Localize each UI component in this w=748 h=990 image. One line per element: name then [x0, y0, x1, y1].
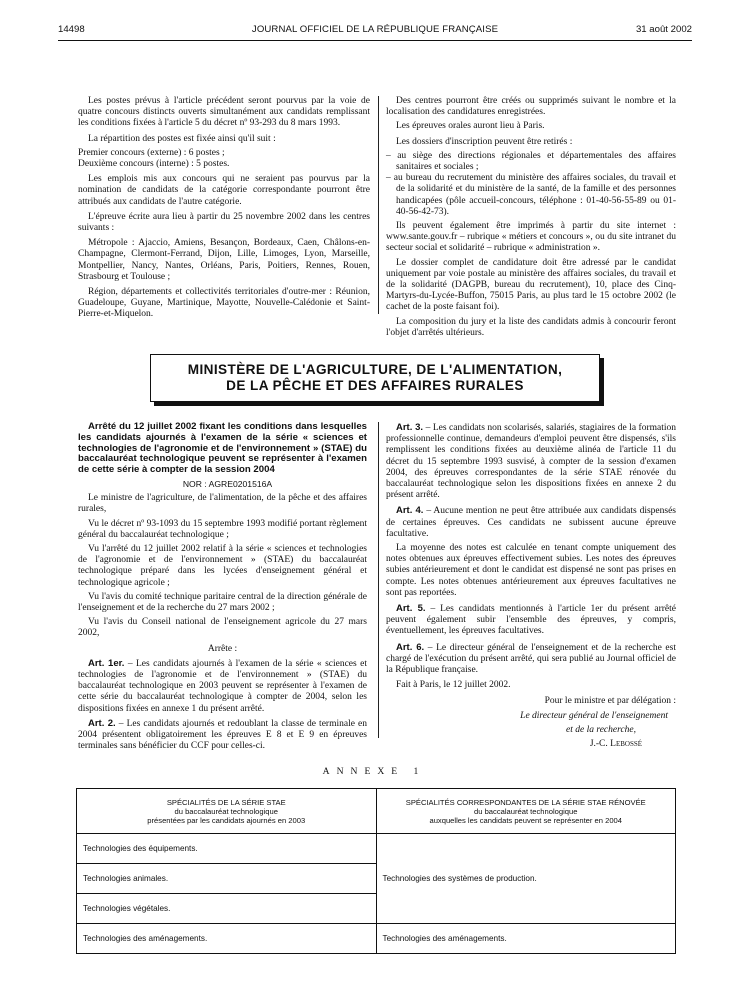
table-cell: Technologies animales.	[77, 864, 377, 894]
paragraph: Premier concours (externe) : 6 postes ;	[78, 147, 225, 158]
table-header-row	[77, 789, 676, 834]
header-line: du baccalauréat technologique	[474, 806, 578, 816]
paragraph: Ils peuvent également être imprimés à partir du site internet : www.sante.gouv.fr – rubrique « métiers et concours », ou du site intranet du secteur social et solidarité – rubrique « administration ».	[386, 221, 676, 254]
article-text: – Les candidats mentionnés à l'article 1er du présent arrêté peuvent également subir l'ensemble des épreuves, y compris, éventuellement, les épreuves facultatives.	[386, 604, 676, 637]
list-item: – au bureau du recrutement du ministère des affaires sociales, du travail et de la solidarité et du ministère de la santé, de la famille et des personnes handicapées (pôle accueil-concours, téléphone : 01-40-56-55-89 ou 01-40-56-42-73).	[386, 173, 676, 217]
paragraph: Vu l'arrêté du 12 juillet 2002 relatif à la série « sciences et technologies de l'agronomie et de l'environnement » (STAE) du baccalauréat technologique préparé dans les lycées d'enseignement général et technologique agricole ;	[78, 544, 367, 588]
top-right-column	[386, 96, 676, 342]
article-text: – Les candidats ajournés et redoublant la classe de terminale en 2004 présentent obligatoirement les épreuves E 8 et E 9 en épreuves terminales sans bénéficier du CCF pour celles-ci.	[78, 718, 367, 752]
paragraph: Vu l'avis du Conseil national de l'enseignement agricole du 27 mars 2002,	[78, 617, 367, 639]
paragraph: Les emplois mis aux concours qui ne seraient pas pourvus par la nomination de candidats de la catégorie correspondante pourront être attribués aux candidats de l'autre catégorie.	[78, 174, 370, 207]
column-divider-bottom	[378, 422, 379, 738]
article-text: – Les candidats ajournés à l'examen de la série « sciences et technologies de l'agronomie et de l'environnement » (STAE) du baccalauréat technologique en 2003 peuvent se représenter à l'examen de cette série du baccalauréat technologique à compter de 2004, selon les dispositions fixées en annexe 1 du présent arrêté.	[78, 658, 367, 714]
article-5	[386, 603, 676, 638]
list-item: – au siège des directions régionales et départementales des affaires sanitaires et sociales ;	[386, 150, 676, 173]
article-label: Art. 4.	[396, 505, 424, 517]
done-at: Fait à Paris, le 12 juillet 2002.	[396, 680, 511, 691]
article-6	[386, 642, 676, 677]
article-label: Art. 2.	[88, 717, 116, 729]
table-cell: Technologies des aménagements.	[376, 924, 676, 954]
page-header	[58, 24, 692, 38]
header-line: du baccalauréat technologique	[174, 806, 278, 816]
annexe-table	[76, 788, 676, 954]
table-row	[77, 834, 676, 864]
paragraph: Deuxième concours (interne) : 5 postes.	[78, 159, 230, 170]
article-text: – Le directeur général de l'enseignement et de la recherche est chargé de l'exécution du présent arrêté, qui sera publié au Journal officiel de la République française.	[386, 642, 676, 676]
paragraph: La répartition des postes est fixée ainsi qu'il suit :	[88, 133, 276, 144]
arrete-title: Arrêté du 12 juillet 2002 fixant les conditions dans lesquelles les candidats ajournés à l'examen de la série « sciences et technologies de l'agronomie et de l'environnement » (STAE) du baccalauréat technologique peuvent se représenter à l'examen de cette série à compter de la session 2004	[78, 421, 367, 476]
top-left-column	[78, 96, 370, 324]
paragraph: Des centres pourront être créés ou supprimés suivant le nombre et la localisation des candidatures enregistrées.	[386, 96, 676, 118]
arrete-right-column	[386, 422, 676, 753]
issue-date: 31 août 2002	[635, 24, 692, 35]
ministry-heading-line2: DE LA PÊCHE ET DES AFFAIRES RURALES	[226, 378, 524, 393]
article-text: – Les candidats non scolarisés, salariés, stagiaires de la formation professionnelle continue, demandeurs d'emploi peuvent être dispensés, s'ils remplissent les conditions fixées au deuxième alinéa de l'article 11 du décret du 15 septembre 1993 susvisé, à compter de la session d'examen 2004, des épreuves correspondantes de la série STAE rénovée du baccalauréat technologique selon les dispositions fixées en annexe 2 du présent arrêté.	[386, 423, 676, 501]
article-2	[78, 718, 367, 753]
signature-line: Pour le ministre et par délégation :	[544, 696, 676, 707]
table-cell: Technologies des équipements.	[77, 834, 377, 864]
header-line: présentées par les candidats ajournés en 2003	[147, 815, 306, 825]
ministry-heading-line1: MINISTÈRE DE L'AGRICULTURE, DE L'ALIMENTATION,	[187, 362, 563, 377]
table-header-cell	[77, 789, 377, 834]
paragraph: L'épreuve écrite aura lieu à partir du 25 novembre 2002 dans les centres suivants :	[78, 211, 370, 234]
paragraph: Région, départements et collectivités territoriales d'outre-mer : Réunion, Guadeloupe, Guyane, Martinique, Mayotte, Nouvelle-Calédonie et Saint-Pierre-et-Miquelon.	[78, 287, 370, 320]
article-1	[78, 658, 367, 715]
table-header-cell	[376, 789, 676, 834]
column-divider-top	[378, 96, 379, 314]
header-line: auxquelles les candidats peuvent se représenter en 2004	[429, 815, 622, 825]
table-row	[77, 924, 676, 954]
paragraph: La moyenne des notes est calculée en tenant compte uniquement des notes obtenues aux épreuves effectivement subies. Les notes des épreuves subies antérieurement et dont le candidat est dispensé ne sont pas prises en compte. Les notes obtenues antérieurement aux épreuves facultatives ne sont pas reportées.	[386, 543, 676, 598]
signature-line: Le directeur général de l'enseignement	[520, 710, 668, 721]
paragraph: La composition du jury et la liste des candidats admis à concourir feront l'objet d'arrêtés ultérieurs.	[386, 316, 676, 338]
arrete-word: Arrête :	[207, 643, 238, 654]
annexe-title: ANNEXE 1	[322, 766, 426, 777]
article-text: – Aucune mention ne peut être attribuée aux candidats dispensés de certaines épreuves. Ces candidats ne subissent aucune épreuve facultative.	[386, 506, 676, 539]
paragraph: Les épreuves orales auront lieu à Paris.	[396, 121, 545, 132]
article-label: Art. 1er.	[88, 657, 125, 669]
table-cell: Technologies des aménagements.	[77, 924, 377, 954]
paragraph: Le ministre de l'agriculture, de l'alimentation, de la pêche et des affaires rurales,	[78, 493, 367, 515]
header-rule	[58, 40, 692, 41]
header-line: SPÉCIALITÉS DE LA SÉRIE STAE	[166, 797, 286, 807]
paragraph: Les postes prévus à l'article précédent seront pourvus par la voie de quatre concours distincts ouverts simultanément aux candidats remplissant les conditions fixées à l'article 5 du décret nº 93-293 du 8 mars 1993.	[78, 96, 370, 129]
table-cell: Technologies végétales.	[77, 894, 377, 924]
article-label: Art. 6.	[396, 641, 425, 653]
article-4	[386, 505, 676, 540]
arrete-left-column	[78, 422, 367, 755]
article-label: Art. 3.	[396, 422, 424, 433]
ministry-heading	[150, 354, 600, 402]
page-number: 14498	[58, 24, 85, 35]
header-line: SPÉCIALITÉS CORRESPONDANTES DE LA SÉRIE STAE RÉNOVÉE	[405, 797, 646, 807]
signatory-name: J.-C. Lebossé	[589, 739, 642, 750]
paragraph: Vu l'avis du comité technique paritaire central de la direction générale de l'enseignement et de la recherche du 27 mars 2002 ;	[78, 591, 367, 614]
journal-title: JOURNAL OFFICIEL DE LA RÉPUBLIQUE FRANÇAISE	[251, 24, 499, 35]
paragraph: Métropole : Ajaccio, Amiens, Besançon, Bordeaux, Caen, Châlons-en-Champagne, Clermont-Ferrand, Dijon, Lille, Limoges, Lyon, Marseille, Montpellier, Nancy, Nantes, Orléans, Paris, Poitiers, Rennes, Rouen, Strasbourg et Toulouse ;	[78, 238, 370, 282]
signature-line: et de la recherche,	[566, 724, 636, 735]
paragraph: Les dossiers d'inscription peuvent être retirés :	[396, 136, 573, 147]
nor-reference: NOR : AGRE0201516A	[182, 478, 273, 489]
paragraph: Le dossier complet de candidature doit être adressé par le candidat uniquement par voie postale au ministère des affaires sociales, du travail et de la solidarité (DAGPB, bureau du recrutement), 10, place des Cinq-Martyrs-du-Lycée-Buffon, 75015 Paris, au plus tard le 15 octobre 2002 (le cachet de la poste faisant foi).	[386, 257, 676, 313]
article-label: Art. 5.	[396, 603, 426, 615]
article-3	[386, 422, 676, 501]
table-cell: Technologies des systèmes de production.	[376, 834, 676, 924]
paragraph: Vu le décret nº 93-1093 du 15 septembre 1993 modifié portant règlement général du baccalauréat technologique ;	[78, 518, 367, 540]
